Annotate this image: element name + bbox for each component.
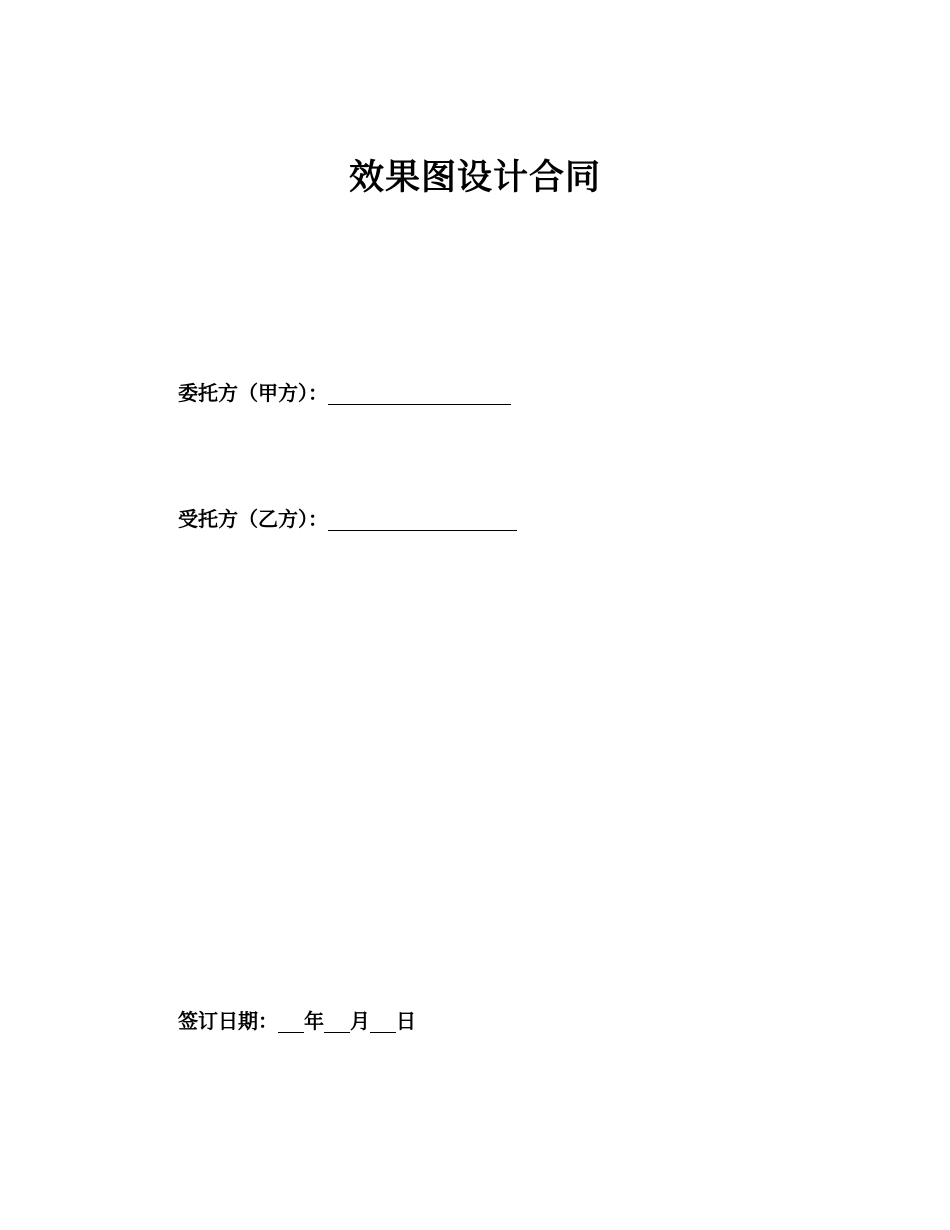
party-b-row: [178, 505, 517, 533]
party-b-blank[interactable]: [328, 508, 517, 531]
sign-month-unit: 月: [350, 1009, 370, 1033]
sign-month-blank[interactable]: [324, 1010, 350, 1033]
sign-day-unit: 日: [396, 1009, 416, 1033]
party-a-blank[interactable]: [328, 382, 511, 405]
party-a-label: 委托方（甲方）：: [178, 381, 328, 405]
party-b-label: 受托方（乙方）：: [178, 507, 328, 531]
contract-title: 效果图设计合同: [348, 157, 601, 198]
sign-date-label: 签订日期：: [178, 1009, 278, 1033]
sign-date-row: [178, 1007, 416, 1035]
party-a-row: [178, 379, 511, 407]
sign-year-blank[interactable]: [278, 1010, 304, 1033]
sign-day-blank[interactable]: [370, 1010, 396, 1033]
sign-year-unit: 年: [304, 1009, 324, 1033]
